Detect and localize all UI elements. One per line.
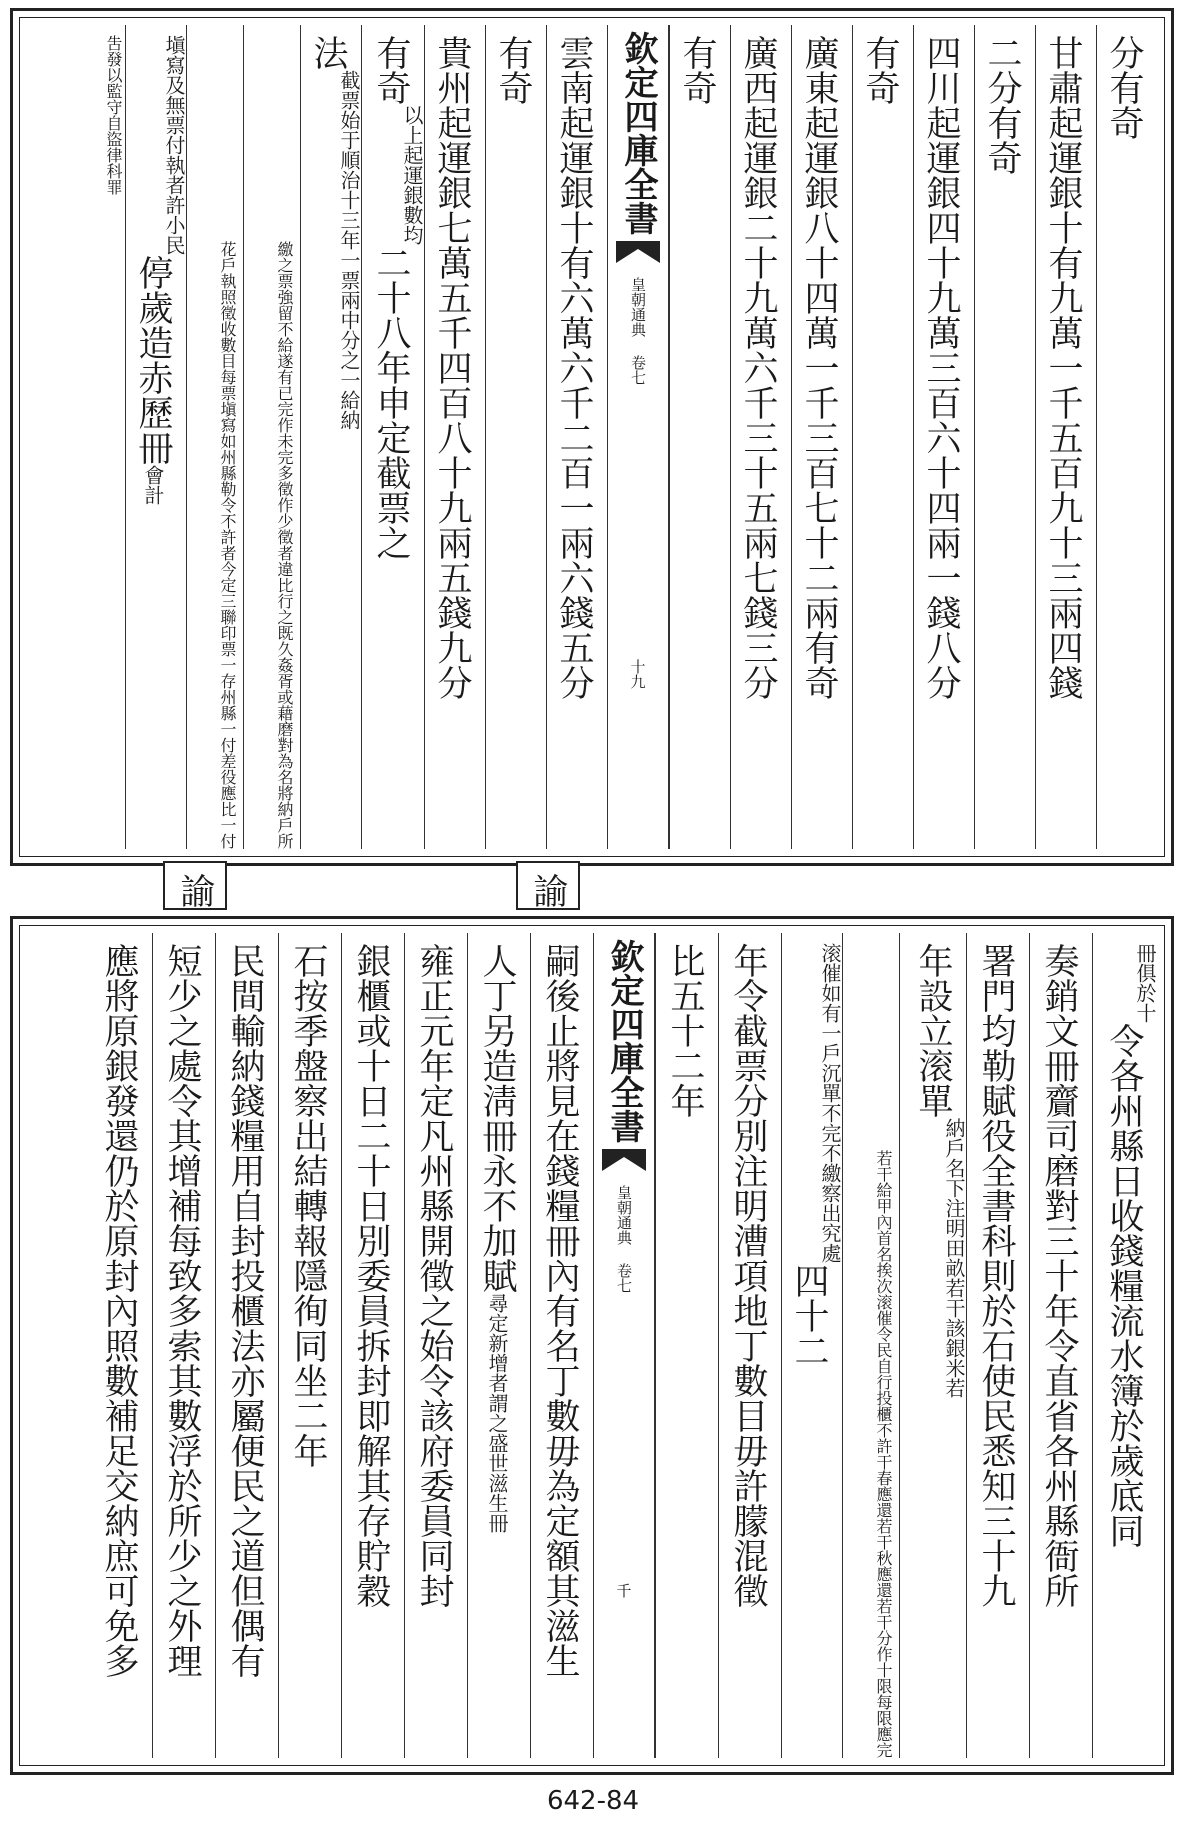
text-column: 雲南起運銀十有六萬六千二百一兩六錢五分 [546, 25, 607, 849]
text-column-mixed [899, 933, 966, 1758]
text-run: 停歲造赤歷冊 [133, 255, 173, 465]
annotation-line: 納戶名下注明田畝若干該銀米若 [942, 1118, 966, 1398]
text-run: 年設立滚單 [913, 943, 953, 1118]
raised-label: 諭 [516, 861, 580, 910]
folio-number: 十九 [628, 659, 647, 689]
top-page [10, 8, 1174, 866]
annotation-column [186, 25, 243, 849]
plate-number: 642-84 [546, 1786, 640, 1816]
annotation [400, 105, 424, 245]
annotation: 尋定新增者謂之盛世滋生冊 [485, 1293, 509, 1533]
folio-number: 千 [614, 1583, 633, 1598]
raised-label: 諭 [163, 861, 227, 910]
fishtail-icon [614, 239, 662, 269]
annotation [337, 70, 361, 430]
annotation-line: 者違比行之既久姦胥或藉磨對為名將納戶所 [275, 545, 294, 849]
text-column: 石按季盤察出結轉報隱徇同坐二年 [278, 933, 341, 1758]
fishtail-icon [600, 1147, 648, 1177]
text-column: 比五十二年 [655, 933, 718, 1758]
text-column-mixed [125, 25, 186, 849]
text-column: 銀櫃或十日二十日別委員拆封即解其存貯穀 [341, 933, 404, 1758]
text-column: 嗣後止將見在錢糧冊內有名丁數毋為定額其滋生 [530, 933, 593, 1758]
annotation-line: 繳之票強留不給遂有已完作未完多徵作少徵 [275, 241, 294, 545]
annotation-column: 吿發以監守自盜律科罪 [104, 35, 123, 195]
annotation-column [243, 25, 300, 849]
text-column: 貴州起運銀七萬五千四百八十九兩五錢九分 [424, 25, 485, 849]
section-title: 皇朝通典 卷七 [615, 1185, 633, 1293]
top-columns [27, 25, 1157, 849]
text-column: 甘肅起運銀十有九萬一千五百九十三兩四錢 [1035, 25, 1096, 849]
text-column: 有奇 [852, 25, 913, 849]
text-column: 四川起運銀四十九萬三百六十四兩一錢八分 [913, 25, 974, 849]
annotation-line: 截票始于順治十三年一票兩中分之一給納 [337, 70, 361, 430]
book-title: 欽定四庫全書 [618, 31, 658, 235]
text-column: 年令截票分別注明漕項地丁數目毋許朦混徵 [718, 933, 781, 1758]
bottom-page [10, 873, 1174, 1775]
text-column-mixed [361, 25, 424, 849]
text-column: 有奇 [669, 25, 730, 849]
text-column: 應將原銀發還仍於原封內照數補足交納庶可免多 [99, 943, 139, 1678]
center-margin [607, 25, 669, 849]
annotation [818, 943, 842, 1263]
annotation-line: 者今定三聯印票一存州縣一付差役應比一付 [218, 545, 237, 849]
text-column-mixed [781, 933, 842, 1758]
text-column: 分有奇 [1096, 25, 1157, 849]
text-column: 奏銷文冊齎司磨對三十年令直省各州縣衙所 [1029, 933, 1092, 1758]
annotation-line: 塡寫及無票付執者許小民 [162, 35, 186, 255]
book-title: 欽定四庫全書 [604, 939, 644, 1143]
center-margin [593, 933, 655, 1758]
text-column: 二分有奇 [974, 25, 1035, 849]
text-column: 民間輸納錢糧用自封投櫃法亦屬便民之道但偶有 [215, 933, 278, 1758]
text-run: 二十八年申定截票之 [371, 245, 411, 560]
text-column: 短少之處令其增補每致多索其數浮於所少之外理 [152, 933, 215, 1758]
text-column: 署門均勒賦役全書科則於石使民悉知三十九 [966, 933, 1029, 1758]
text-column: 雍正元年定凡州縣開徵之始令該府委員同封 [404, 933, 467, 1758]
text-run: 四十二 [789, 1263, 829, 1368]
text-run: 人丁另造淸冊永不加賦 [477, 943, 517, 1293]
annotation [942, 1118, 966, 1398]
annotation-line: 以上起運銀數均 [400, 105, 424, 245]
annotation-line: 花戶執照徵收數目每票塡寫如州縣勒令不許 [218, 241, 237, 545]
annotation-line: 冊俱於十 [1133, 943, 1157, 1023]
annotation-line: 若干給甲內首名挨次滚催令民自行投櫃不許 [874, 1150, 893, 1454]
text-run: 令各州縣日收錢糧流水簿於歲底同 [1104, 1023, 1144, 1548]
text-column: 廣東起運銀八十四萬一千三百七十二兩有奇 [791, 25, 852, 849]
text-run: 有奇 [371, 35, 411, 105]
text-run: 法 [308, 35, 348, 70]
bottom-columns [27, 933, 1157, 1758]
text-column-mixed [467, 933, 530, 1758]
annotation: 會計 [141, 465, 165, 505]
text-column: 有奇 [485, 25, 546, 849]
annotation-column [842, 933, 899, 1758]
section-title: 皇朝通典 卷七 [629, 277, 647, 385]
annotation-line: 干春應還若干秋應還若干分作十限每限應完 [874, 1454, 893, 1758]
annotation [162, 35, 186, 255]
annotation-line: 滚催如有一戶沉單不完不繳察出究處 [818, 943, 842, 1263]
text-column-mixed [300, 25, 361, 849]
text-column: 廣西起運銀二十九萬六千三十五兩七錢三分 [730, 25, 791, 849]
annotation [1133, 943, 1157, 1023]
text-column-mixed [1092, 933, 1157, 1758]
